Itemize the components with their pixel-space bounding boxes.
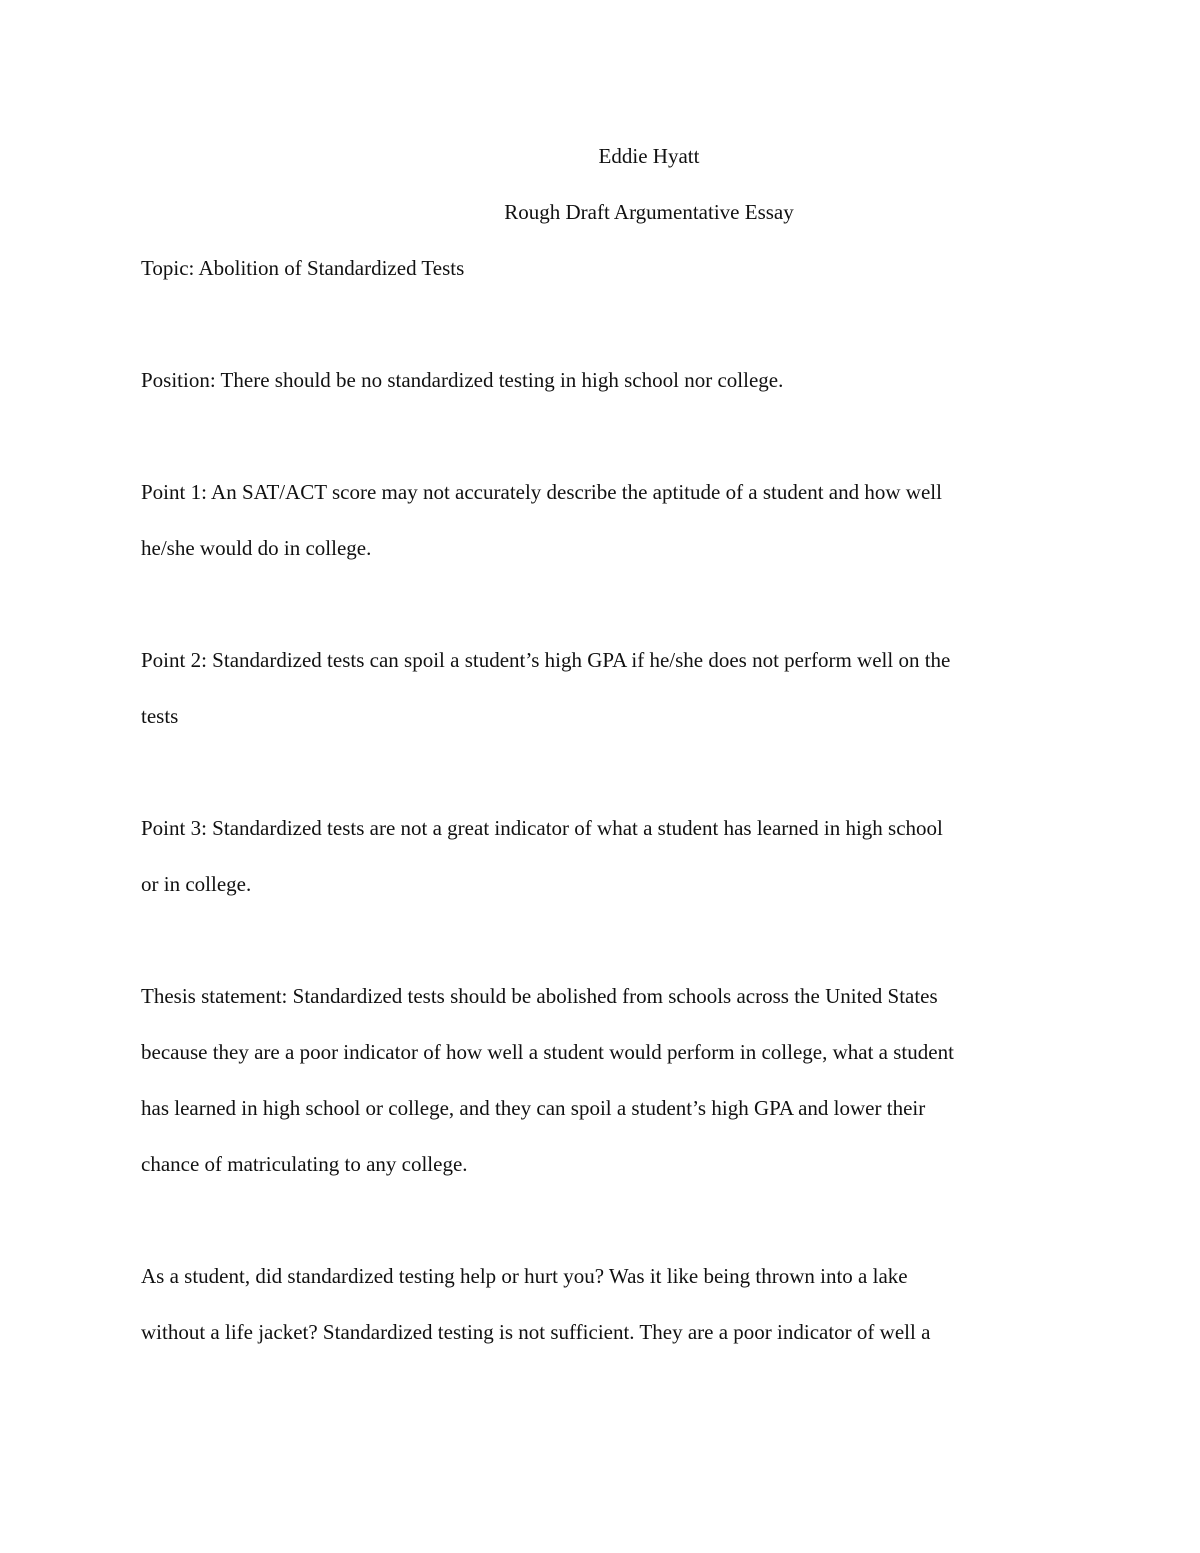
- point-2-line: tests: [141, 704, 179, 728]
- intro-paragraph-line: As a student, did standardized testing help or hurt you? Was it like being thrown into a lake: [141, 1264, 908, 1288]
- point-1-line: he/she would do in college.: [141, 536, 372, 560]
- document-title: Rough Draft Argumentative Essay: [504, 200, 794, 224]
- thesis-line: Thesis statement: Standardized tests should be abolished from schools across the United States: [141, 984, 938, 1008]
- spacer: [141, 1192, 1061, 1248]
- thesis-line: because they are a poor indicator of how well a student would perform in college, what a student: [141, 1040, 954, 1064]
- spacer: [141, 296, 1061, 352]
- point-2-line: Point 2: Standardized tests can spoil a student’s high GPA if he/she does not perform well on the: [141, 648, 951, 672]
- point-3-line: or in college.: [141, 872, 252, 896]
- intro-paragraph-line: without a life jacket? Standardized testing is not sufficient. They are a poor indicator of well a: [141, 1320, 931, 1344]
- thesis-line: chance of matriculating to any college.: [141, 1152, 468, 1176]
- spacer: [141, 408, 1061, 464]
- point-1-line: Point 1: An SAT/ACT score may not accurately describe the aptitude of a student and how well: [141, 480, 942, 504]
- document-content: [141, 128, 1061, 1360]
- spacer: [141, 744, 1061, 800]
- thesis-line: has learned in high school or college, and they can spoil a student’s high GPA and lower their: [141, 1096, 926, 1120]
- author-name: Eddie Hyatt: [598, 144, 700, 168]
- spacer: [141, 576, 1061, 632]
- topic-line: Topic: Abolition of Standardized Tests: [141, 256, 465, 280]
- spacer: [141, 912, 1061, 968]
- point-3-line: Point 3: Standardized tests are not a great indicator of what a student has learned in high school: [141, 816, 943, 840]
- position-line: Position: There should be no standardized testing in high school nor college.: [141, 368, 784, 392]
